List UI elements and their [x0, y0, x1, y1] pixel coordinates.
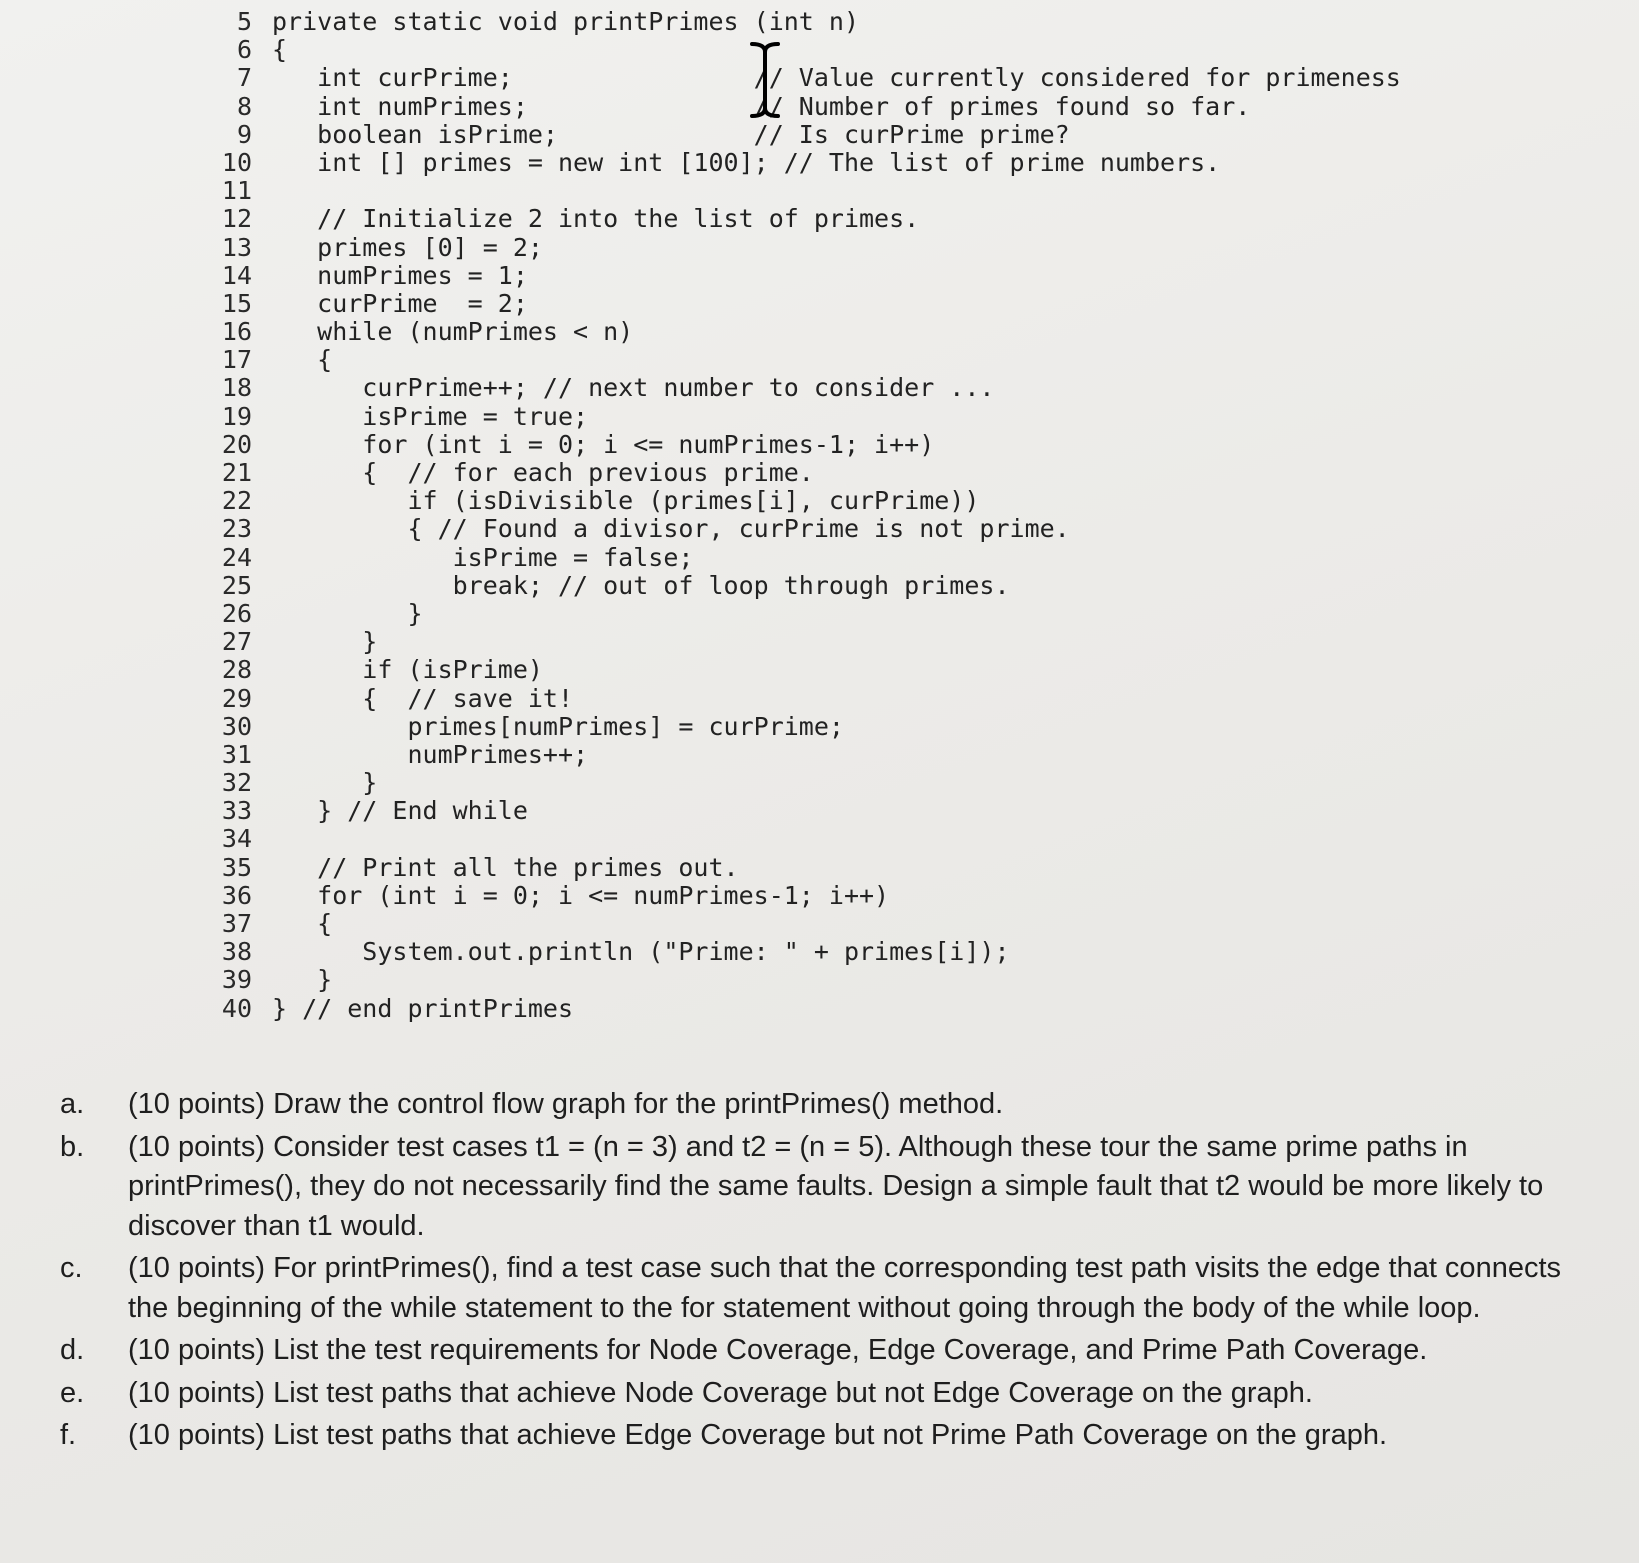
code-line	[200, 797, 1600, 825]
question-item	[60, 1416, 1580, 1456]
code-line	[200, 36, 1600, 64]
code-text: // Initialize 2 into the list of primes.	[272, 204, 920, 234]
code-line	[200, 854, 1600, 882]
code-line	[200, 431, 1600, 459]
code-line	[200, 346, 1600, 374]
code-line	[200, 882, 1600, 910]
code-line	[200, 374, 1600, 402]
code-text: boolean isPrime; // Is curPrime prime?	[272, 119, 1070, 149]
line-number: 21	[221, 458, 252, 487]
code-line	[200, 656, 1600, 684]
code-line	[200, 515, 1600, 543]
line-number: 6	[236, 35, 252, 65]
code-text: while (numPrimes < n)	[272, 317, 634, 347]
line-number: 31	[221, 739, 252, 769]
code-text: }	[272, 768, 378, 798]
code-text: curPrime = 2;	[272, 288, 528, 318]
code-text: primes[numPrimes] = curPrime;	[272, 711, 844, 741]
code-text: for (int i = 0; i <= numPrimes-1; i++)	[272, 429, 935, 459]
code-line	[200, 572, 1600, 600]
code-text: private static void printPrimes (int n)	[272, 7, 859, 36]
code-text: { // Found a divisor, curPrime is not prime.	[272, 514, 1070, 544]
question-text: (10 points) For printPrimes(), find a test case such that the corresponding test path visits the edge that connects the beginning of the while statement to the for statement without going through the body of the while loop.	[128, 1252, 1562, 1324]
question-item	[60, 1249, 1580, 1328]
line-number: 17	[221, 345, 252, 375]
code-text: {	[272, 345, 333, 375]
line-number: 26	[221, 598, 252, 628]
code-line	[200, 995, 1600, 1023]
question-item	[60, 1128, 1580, 1247]
question-text: (10 points) Consider test cases t1 = (n = 3) and t2 = (n = 5). Although these tour the same prime paths in printPrimes(), they do not necessarily find the same faults. Design a simple fault that t2 would be more likely to discover than t1 would.	[128, 1130, 1544, 1242]
line-number: 32	[221, 768, 252, 798]
question-list	[60, 1085, 1580, 1459]
question-item	[60, 1085, 1580, 1125]
line-number: 9	[236, 119, 252, 149]
code-line	[200, 910, 1600, 938]
code-line	[200, 713, 1600, 741]
code-line	[200, 966, 1600, 994]
line-number: 16	[221, 317, 252, 347]
line-number: 13	[221, 232, 252, 262]
code-text: numPrimes = 1;	[272, 260, 528, 290]
line-number: 5	[236, 7, 252, 36]
question-item	[60, 1331, 1580, 1371]
code-text: } // End while	[272, 796, 528, 826]
line-number: 30	[221, 711, 252, 741]
line-number: 33	[221, 796, 252, 826]
line-number: 36	[221, 880, 252, 910]
question-letter: b.	[60, 1130, 85, 1163]
line-number: 18	[221, 373, 252, 403]
code-line	[200, 290, 1600, 318]
code-line	[200, 685, 1600, 713]
line-number: 29	[221, 683, 252, 713]
code-line	[200, 121, 1600, 149]
line-number: 39	[221, 965, 252, 995]
line-number: 15	[221, 288, 252, 318]
code-text: int numPrimes; // Number of primes found so far.	[272, 91, 1251, 121]
code-line	[200, 64, 1600, 92]
line-number: 38	[221, 937, 252, 967]
code-line	[200, 628, 1600, 656]
code-text: { // for each previous prime.	[272, 458, 814, 487]
code-text: }	[272, 965, 333, 995]
code-text: }	[272, 627, 378, 657]
code-line	[200, 93, 1600, 121]
line-number: 12	[221, 204, 252, 234]
line-number: 20	[221, 429, 252, 459]
code-listing	[200, 8, 1600, 1023]
code-text: int [] primes = new int [100]; // The list of prime numbers.	[272, 147, 1221, 177]
code-line	[200, 149, 1600, 177]
line-number: 10	[221, 147, 252, 177]
line-number: 34	[221, 824, 252, 854]
line-number: 23	[221, 514, 252, 544]
question-letter: e.	[60, 1376, 85, 1409]
question-text: (10 points) Draw the control flow graph for the printPrimes() method.	[128, 1088, 1004, 1120]
code-text: } // end printPrimes	[272, 993, 574, 1023]
code-text: for (int i = 0; i <= numPrimes-1; i++)	[272, 880, 890, 910]
line-number: 24	[221, 542, 252, 572]
line-number: 40	[221, 993, 252, 1023]
question-letter: f.	[60, 1419, 77, 1451]
code-text	[252, 825, 272, 853]
code-text: {	[272, 35, 288, 65]
code-line	[200, 487, 1600, 515]
line-number: 22	[221, 486, 252, 516]
question-letter: d.	[60, 1334, 85, 1366]
code-text: // Print all the primes out.	[272, 852, 739, 882]
code-line	[200, 318, 1600, 346]
code-text: int curPrime; // Value currently considered for primeness	[272, 63, 1401, 93]
code-line	[200, 205, 1600, 233]
line-number: 35	[221, 852, 252, 882]
code-line	[200, 825, 1600, 853]
code-text: { // save it!	[272, 683, 574, 713]
code-text: curPrime++; // next number to consider ...	[272, 373, 995, 403]
code-text: isPrime = false;	[272, 542, 694, 572]
text-cursor-icon	[748, 40, 782, 120]
code-text: }	[272, 598, 423, 628]
code-line	[200, 234, 1600, 262]
code-line	[200, 600, 1600, 628]
code-line	[200, 544, 1600, 572]
code-text: if (isPrime)	[272, 655, 543, 685]
line-number: 28	[221, 655, 252, 685]
code-text: numPrimes++;	[272, 739, 589, 769]
code-text: isPrime = true;	[272, 401, 589, 431]
code-text: break; // out of loop through primes.	[272, 570, 1010, 600]
question-text: (10 points) List the test requirements for Node Coverage, Edge Coverage, and Prime Path Coverage.	[128, 1334, 1428, 1366]
code-line	[200, 8, 1600, 36]
question-text: (10 points) List test paths that achieve Edge Coverage but not Prime Path Coverage on the graph.	[128, 1419, 1388, 1451]
code-line	[200, 177, 1600, 205]
line-number: 7	[236, 63, 252, 93]
line-number: 11	[221, 176, 252, 206]
line-number: 19	[221, 401, 252, 431]
question-letter: a.	[60, 1088, 85, 1120]
code-line	[200, 262, 1600, 290]
code-text: if (isDivisible (primes[i], curPrime))	[272, 486, 980, 516]
question-item	[60, 1374, 1580, 1414]
code-text	[252, 177, 272, 205]
line-number: 25	[221, 570, 252, 600]
line-number: 8	[236, 91, 252, 121]
line-number: 14	[221, 260, 252, 290]
code-text: primes [0] = 2;	[272, 232, 543, 262]
code-text: {	[272, 909, 333, 938]
code-text: System.out.println ("Prime: " + primes[i]);	[272, 937, 1010, 967]
question-letter: c.	[60, 1252, 83, 1284]
question-text: (10 points) List test paths that achieve Node Coverage but not Edge Coverage on the graph.	[128, 1376, 1313, 1409]
line-number: 37	[221, 909, 252, 938]
code-line	[200, 459, 1600, 487]
code-line	[200, 769, 1600, 797]
code-line	[200, 741, 1600, 769]
line-number: 27	[221, 627, 252, 657]
code-line	[200, 403, 1600, 431]
code-line	[200, 938, 1600, 966]
